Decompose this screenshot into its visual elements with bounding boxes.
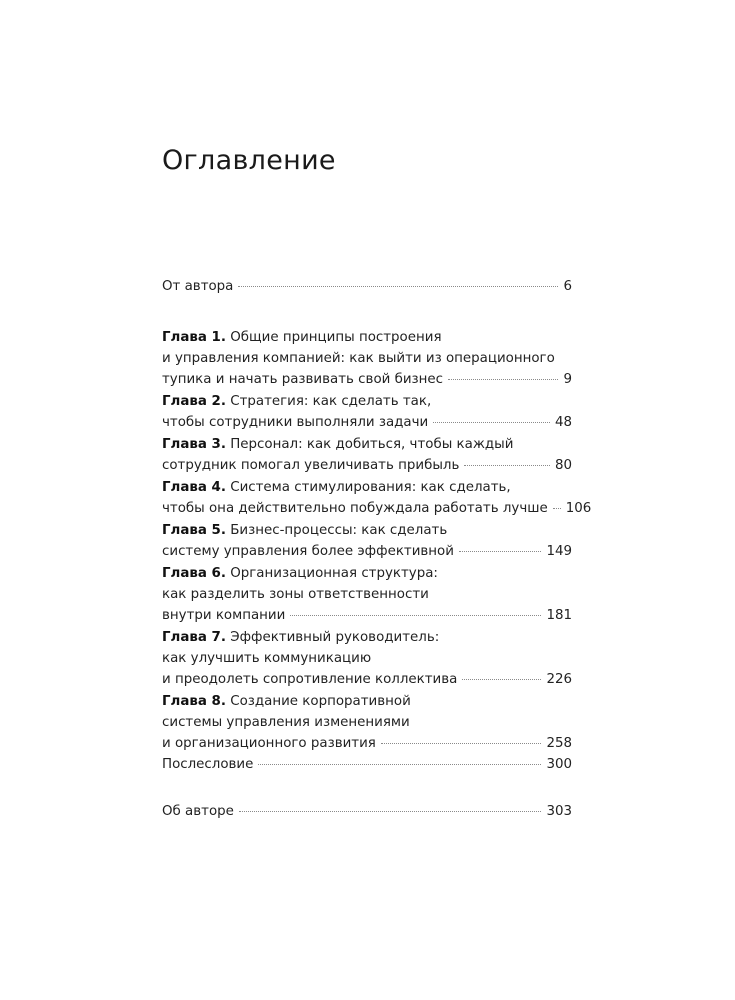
toc-entry-title: Создание корпоративной bbox=[230, 694, 411, 709]
toc-entry-title: и преодолеть сопротивление коллектива bbox=[162, 672, 458, 687]
page-number: 149 bbox=[546, 544, 572, 559]
toc-line bbox=[162, 520, 572, 541]
toc-line bbox=[162, 455, 572, 476]
toc-entry-title: Стратегия: как сделать так, bbox=[230, 394, 432, 409]
toc-entry-from-author[interactable] bbox=[162, 276, 572, 297]
toc-line bbox=[162, 434, 572, 455]
toc-line bbox=[162, 754, 572, 775]
toc-entry-chapter-3[interactable] bbox=[162, 434, 572, 476]
chapter-label: Глава 7. bbox=[162, 630, 226, 645]
table-of-contents bbox=[162, 276, 592, 822]
toc-line bbox=[162, 627, 572, 648]
toc-entry-about-author[interactable] bbox=[162, 801, 572, 822]
toc-line bbox=[162, 605, 572, 626]
toc-line bbox=[162, 498, 592, 519]
chapter-label: Глава 3. bbox=[162, 437, 226, 452]
toc-entry-chapter-4[interactable] bbox=[162, 477, 592, 519]
toc-entry-title: Организационная структура: bbox=[230, 566, 438, 581]
toc-entry-title: Эффективный руководитель: bbox=[230, 630, 440, 645]
chapter-label: Глава 2. bbox=[162, 394, 226, 409]
toc-entry-title: тупика и начать развивать свой бизнес bbox=[162, 372, 444, 387]
dot-leader bbox=[433, 422, 550, 423]
page-number: 106 bbox=[565, 501, 592, 516]
dot-leader bbox=[239, 811, 542, 812]
toc-line bbox=[162, 669, 572, 690]
toc-entry-chapter-5[interactable] bbox=[162, 520, 572, 562]
toc-entry-chapter-7[interactable] bbox=[162, 627, 572, 690]
dot-leader bbox=[553, 508, 561, 509]
page-number: 80 bbox=[554, 458, 572, 473]
toc-entry-title: сотрудник помогал увеличивать прибыль bbox=[162, 458, 460, 473]
toc-entry-title: и организационного развития bbox=[162, 736, 376, 751]
toc-line bbox=[162, 691, 572, 712]
toc-entry-title: как разделить зоны ответственности bbox=[162, 587, 429, 602]
dot-leader bbox=[462, 679, 541, 680]
dot-leader bbox=[381, 743, 542, 744]
toc-entry-title: От автора bbox=[162, 279, 234, 294]
chapter-label: Глава 6. bbox=[162, 566, 226, 581]
dot-leader bbox=[258, 764, 541, 765]
toc-entry-title: систему управления более эффективной bbox=[162, 544, 454, 559]
toc-entry-title: Бизнес-процессы: как сделать bbox=[230, 523, 448, 538]
toc-line bbox=[162, 563, 572, 584]
toc-entry-title: чтобы она действительно побуждала работать лучше bbox=[162, 501, 548, 516]
toc-entry-title: внутри компании bbox=[162, 608, 286, 623]
dot-leader bbox=[448, 379, 558, 380]
chapter-label: Глава 4. bbox=[162, 480, 226, 495]
toc-entry-title: системы управления изменениями bbox=[162, 715, 410, 730]
toc-entry-title: Об авторе bbox=[162, 804, 234, 819]
toc-line bbox=[162, 369, 572, 390]
page-number: 303 bbox=[546, 804, 572, 819]
toc-line bbox=[162, 541, 572, 562]
toc-entry-chapter-8[interactable] bbox=[162, 691, 572, 754]
page-number: 9 bbox=[563, 372, 572, 387]
page-number: 48 bbox=[554, 415, 572, 430]
chapter-label: Глава 5. bbox=[162, 523, 226, 538]
toc-entry-title: как улучшить коммуникацию bbox=[162, 651, 372, 666]
toc-entry-chapter-1[interactable] bbox=[162, 327, 572, 390]
toc-line bbox=[162, 391, 572, 412]
toc-line bbox=[162, 348, 572, 369]
page-number: 226 bbox=[546, 672, 572, 687]
toc-line bbox=[162, 477, 572, 498]
page-number: 181 bbox=[546, 608, 572, 623]
toc-entry-afterword[interactable] bbox=[162, 754, 572, 775]
toc-entry-title: Послесловие bbox=[162, 757, 254, 772]
chapter-label: Глава 8. bbox=[162, 694, 226, 709]
toc-entry-title: чтобы сотрудники выполняли задачи bbox=[162, 415, 429, 430]
toc-line bbox=[162, 648, 572, 669]
toc-entry-chapter-2[interactable] bbox=[162, 391, 572, 433]
page-title: Оглавление bbox=[162, 145, 336, 176]
page-number: 300 bbox=[546, 757, 572, 772]
toc-line bbox=[162, 733, 572, 754]
dot-leader bbox=[464, 465, 550, 466]
dot-leader bbox=[290, 615, 541, 616]
dot-leader bbox=[459, 551, 541, 552]
toc-line bbox=[162, 584, 572, 605]
toc-entry-chapter-6[interactable] bbox=[162, 563, 572, 626]
toc-line bbox=[162, 712, 572, 733]
toc-line bbox=[162, 276, 572, 297]
toc-entry-title: Система стимулирования: как сделать, bbox=[230, 480, 511, 495]
page-number: 6 bbox=[563, 279, 572, 294]
toc-line bbox=[162, 801, 572, 822]
toc-entry-title: Персонал: как добиться, чтобы каждый bbox=[230, 437, 514, 452]
toc-line bbox=[162, 327, 572, 348]
toc-entry-title: и управления компанией: как выйти из операционного bbox=[162, 351, 555, 366]
chapter-label: Глава 1. bbox=[162, 330, 226, 345]
toc-line bbox=[162, 412, 572, 433]
dot-leader bbox=[238, 286, 558, 287]
toc-entry-title: Общие принципы построения bbox=[230, 330, 442, 345]
page-number: 258 bbox=[546, 736, 572, 751]
